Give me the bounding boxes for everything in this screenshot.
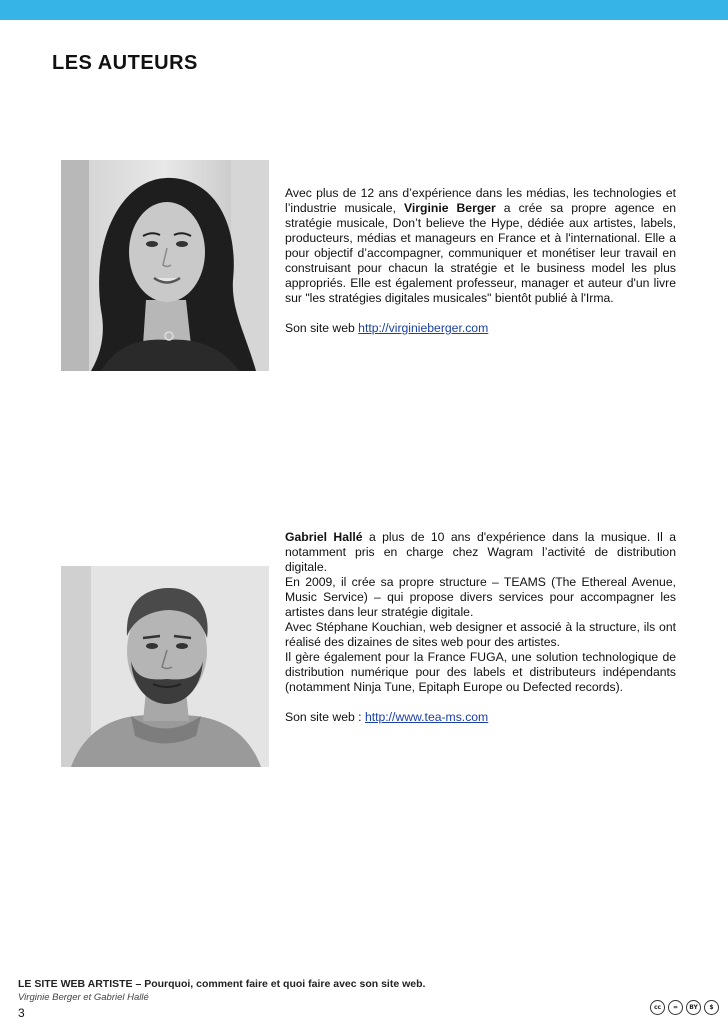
author-name: Gabriel Hallé (285, 530, 363, 544)
cc-icon: cc (650, 1000, 665, 1015)
bio-paragraph: Gabriel Hallé a plus de 10 ans d'expérience dans la musique. Il a notamment pris en charge chez Wagram l’activité de distribution digitale. (285, 530, 676, 574)
author-photo-virginie-berger (61, 160, 269, 371)
page-number: 3 (18, 1006, 25, 1020)
footer-book-title: LE SITE WEB ARTISTE – Pourquoi, comment faire et quoi faire avec son site web. (18, 978, 426, 990)
author-bio-virginie-berger (285, 186, 676, 336)
bio-paragraph: En 2009, il crée sa propre structure – TEAMS (The Ethereal Avenue, Music Service) – qui propose divers services pour accompagner les artistes dans leur stratégie digitale. (285, 575, 676, 619)
page-heading: LES AUTEURS (52, 52, 198, 74)
author-name: Virginie Berger (404, 201, 496, 215)
bio-paragraph: Avec plus de 12 ans d’expérience dans les médias, les technologies et l’industrie musicale, Virginie Berger a crée sa propre agence en stratégie musicale, Don’t believe the Hype, dédiée aux artistes, labels, producteurs, médias et manageurs en France et à l'international. Elle a pour objectif d’accompagner, communiquer et monétiser leur travail en construisant pour chacun la stratégie et le business model les plus appropriés. Elle est également professeur, manager et auteur d'un livre sur "les stratégies digitales musicales" bientôt publié à l'Irma. (285, 186, 676, 305)
website-line: Son site web http://virginieberger.com (285, 321, 489, 335)
non-commercial-icon: $ (704, 1000, 719, 1015)
top-color-bar (0, 0, 728, 20)
author-photo-gabriel-halle (61, 566, 269, 767)
no-derivatives-icon: = (668, 1000, 683, 1015)
attribution-icon: BY (686, 1000, 701, 1015)
bio-paragraph: Il gère également pour la France FUGA, une solution technologique de distribution numérique pour des labels et distributeurs indépendants (notamment Ninja Tune, Epitaph Europe ou Defected records). (285, 650, 676, 694)
footer-authors: Virginie Berger et Gabriel Hallé (18, 992, 149, 1003)
website-link[interactable]: http://www.tea-ms.com (364, 710, 489, 724)
bio-paragraph: Avec Stéphane Kouchian, web designer et associé à la structure, ils ont réalisé des dizaines de sites web pour des artistes. (285, 620, 676, 649)
website-line: Son site web : http://www.tea-ms.com (285, 710, 489, 724)
author-bio-gabriel-halle (285, 530, 676, 725)
creative-commons-license (650, 1000, 719, 1015)
website-link[interactable]: http://virginieberger.com (358, 321, 489, 335)
